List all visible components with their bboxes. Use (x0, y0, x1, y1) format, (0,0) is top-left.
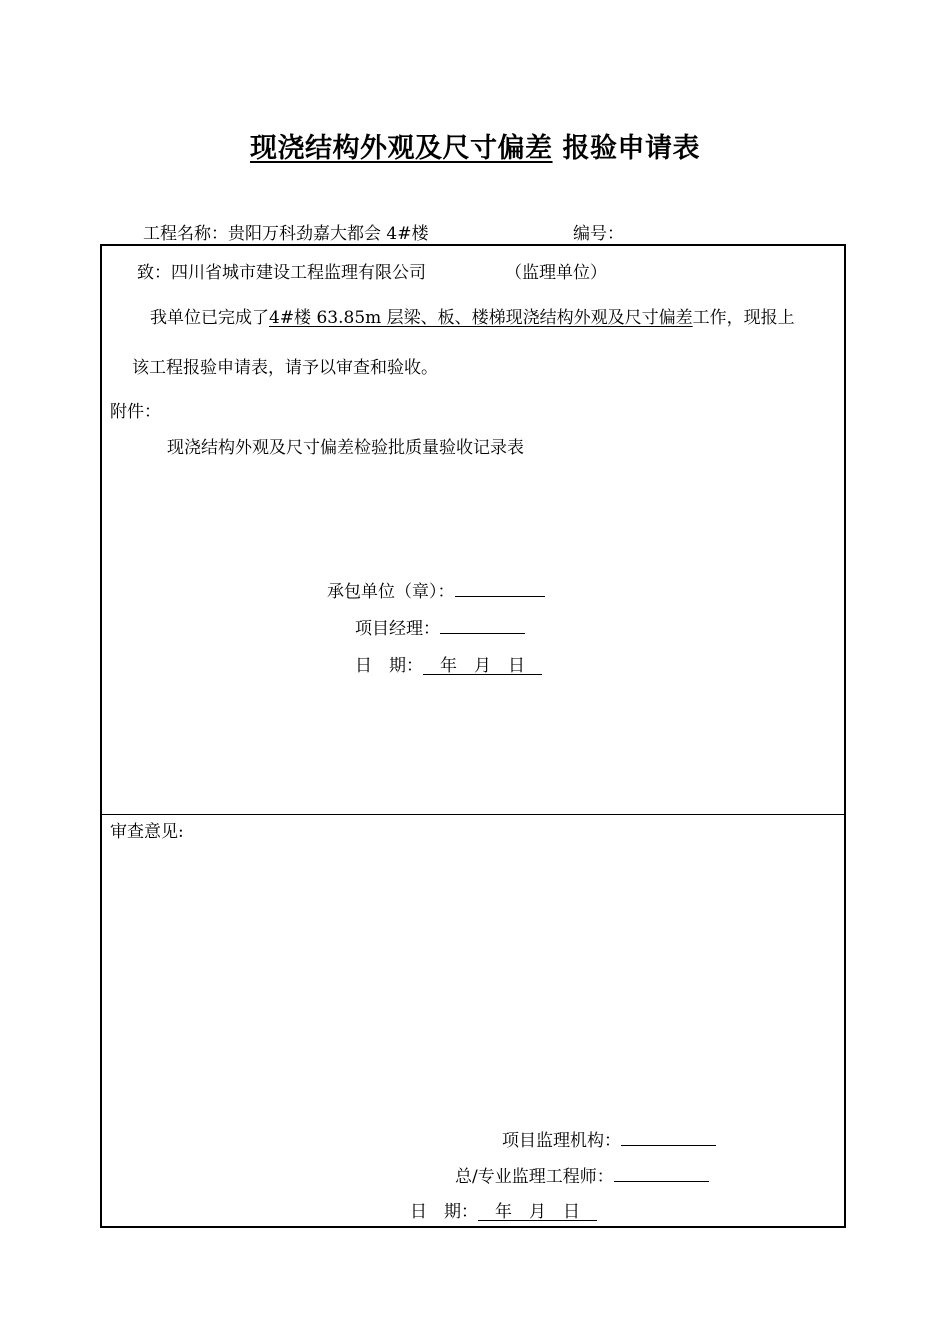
manager-label: 项目经理： (355, 619, 440, 639)
manager-line (355, 614, 525, 639)
supervision-org-line (502, 1126, 716, 1151)
request-paragraph-line1 (150, 303, 795, 328)
para-suffix: 工作，现报上 (692, 308, 795, 328)
engineer-label: 总/专业监理工程师： (455, 1167, 614, 1187)
number-label: 编号： (573, 224, 624, 244)
para-prefix: 我单位已完成了 (150, 308, 269, 328)
lower-date-label: 日 期： (410, 1202, 478, 1222)
contractor-blank (455, 579, 545, 597)
to-value: 四川省城市建设工程监理有限公司 (171, 263, 426, 283)
upper-date-line (355, 651, 542, 676)
para-underlined: 4#楼 63.85m 层梁、板、楼梯现浇结构外观及尺寸偏差 (269, 308, 693, 328)
title-underlined: 现浇结构外观及尺寸偏差 (250, 133, 553, 164)
to-label: 致： (137, 263, 171, 283)
to-role: （监理单位） (505, 263, 607, 283)
contractor-line (327, 577, 545, 602)
supervision-org-label: 项目监理机构： (502, 1131, 621, 1151)
engineer-blank (614, 1164, 709, 1182)
section-divider (102, 814, 844, 815)
form-table (100, 244, 846, 1228)
page-title (0, 126, 950, 165)
title-rest: 报验申请表 (552, 133, 700, 164)
request-paragraph-line2: 该工程报验申请表，请予以审查和验收。 (132, 358, 438, 378)
lower-date-line (410, 1197, 602, 1222)
upper-date-value: 年 月 日 (423, 656, 542, 676)
attachment-label: 附件： (110, 402, 161, 422)
project-value: 贵阳万科劲嘉大都会 4#楼 (228, 224, 429, 244)
lower-date-value: 年 月 日 (478, 1202, 597, 1222)
addressee-line (137, 258, 426, 283)
attachment-item: 现浇结构外观及尺寸偏差检验批质量验收记录表 (167, 438, 524, 458)
engineer-line (455, 1162, 709, 1187)
project-label: 工程名称： (143, 224, 228, 244)
project-name (143, 219, 428, 244)
review-label: 审查意见: (110, 822, 184, 842)
supervision-org-blank (621, 1128, 716, 1146)
contractor-label: 承包单位（章）： (327, 582, 455, 602)
manager-blank (440, 616, 525, 634)
upper-date-label: 日 期： (355, 656, 423, 676)
